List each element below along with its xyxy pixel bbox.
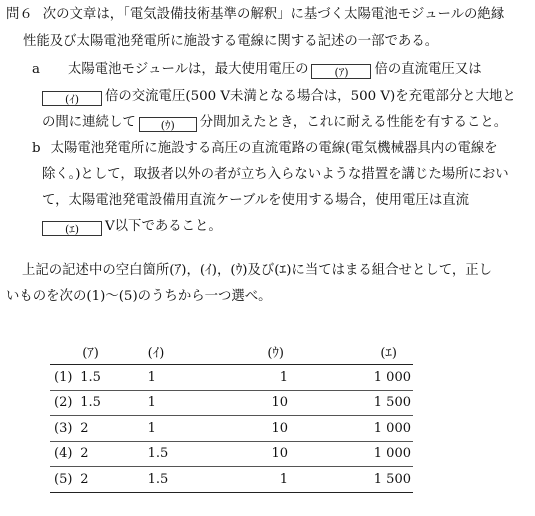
cell-a: 2 bbox=[80, 416, 147, 442]
cell-e: 1 000 bbox=[288, 365, 413, 391]
cell-e: 1 500 bbox=[288, 390, 413, 416]
cell-u: 1 bbox=[219, 467, 288, 493]
table-row bbox=[50, 467, 413, 493]
header-i: (ｲ) bbox=[148, 338, 219, 365]
item-b-marker: b bbox=[32, 141, 41, 156]
cell-u: 10 bbox=[219, 441, 288, 467]
cell-e: 1 000 bbox=[288, 441, 413, 467]
prompt-line-1: 上記の記述中の空白箇所(ｱ)，(ｲ)，(ｳ)及び(ｴ)に当てはまる組合せとして，正し bbox=[22, 263, 493, 278]
header-e: (ｴ) bbox=[288, 338, 413, 365]
cell-e: 1 000 bbox=[288, 416, 413, 442]
intro-line-2: 性能及び太陽電池発電所に施設する電線に関する記述の一部である。 bbox=[23, 34, 439, 49]
intro-line-1: 問６ 次の文章は，「電気設備技術基準の解釈」に基づく太陽電池モジュールの絶縁 bbox=[6, 7, 505, 22]
choice-number: (5) bbox=[50, 467, 80, 493]
question-number: 問６ bbox=[6, 7, 33, 22]
item-a-line-3: の間に連続して (ｳ) 分間加えたとき，これに耐える性能を有すること。 bbox=[42, 115, 508, 132]
header-u: (ｳ) bbox=[219, 338, 288, 365]
blank-u: (ｳ) bbox=[139, 117, 197, 132]
cell-i: 1.5 bbox=[148, 441, 219, 467]
header-a: (ｱ) bbox=[80, 338, 147, 365]
table-row bbox=[50, 416, 413, 442]
choice-number: (2) bbox=[50, 390, 80, 416]
blank-a: (ｱ) bbox=[311, 64, 371, 79]
blank-e: (ｴ) bbox=[42, 221, 102, 236]
item-b-line-2: 除く。)として，取扱者以外の者が立ち入らないような措置を講じた場所におい bbox=[42, 167, 509, 182]
cell-a: 1.5 bbox=[80, 365, 147, 391]
table-header-row bbox=[50, 338, 413, 365]
table-row bbox=[50, 441, 413, 467]
item-a-line-2: (ｲ) 倍の交流電圧(500 V未満となる場合は，500 V)を充電部分と大地と bbox=[42, 88, 516, 106]
cell-i: 1.5 bbox=[148, 467, 219, 493]
cell-i: 1 bbox=[148, 390, 219, 416]
cell-i: 1 bbox=[148, 365, 219, 391]
header-number bbox=[50, 338, 80, 365]
item-b-line-3: て，太陽電池発電設備用直流ケーブルを使用する場合，使用電圧は直流 bbox=[42, 193, 470, 208]
choice-number: (3) bbox=[50, 416, 80, 442]
choice-number: (1) bbox=[50, 365, 80, 391]
item-b-line-4: (ｴ) V以下であること。 bbox=[42, 218, 222, 236]
cell-a: 2 bbox=[80, 467, 147, 493]
cell-u: 10 bbox=[219, 416, 288, 442]
cell-a: 2 bbox=[80, 441, 147, 467]
cell-u: 1 bbox=[219, 365, 288, 391]
choice-number: (4) bbox=[50, 441, 80, 467]
cell-u: 10 bbox=[219, 390, 288, 416]
blank-i: (ｲ) bbox=[42, 91, 102, 106]
item-a-line-1: a 太陽電池モジュールは，最大使用電圧の (ｱ) 倍の直流電圧又は bbox=[32, 62, 482, 79]
item-a-marker: a bbox=[32, 62, 40, 77]
prompt-line-2: いものを次の(1)～(5)のうちから一つ選べ。 bbox=[6, 289, 272, 304]
table-row bbox=[50, 365, 413, 391]
cell-a: 1.5 bbox=[80, 390, 147, 416]
cell-i: 1 bbox=[148, 416, 219, 442]
answer-table bbox=[50, 338, 413, 493]
cell-e: 1 500 bbox=[288, 467, 413, 493]
table-row bbox=[50, 390, 413, 416]
item-b-line-1: b 太陽電池発電所に施設する高圧の直流電路の電線(電気機械器具内の電線を bbox=[32, 141, 498, 156]
